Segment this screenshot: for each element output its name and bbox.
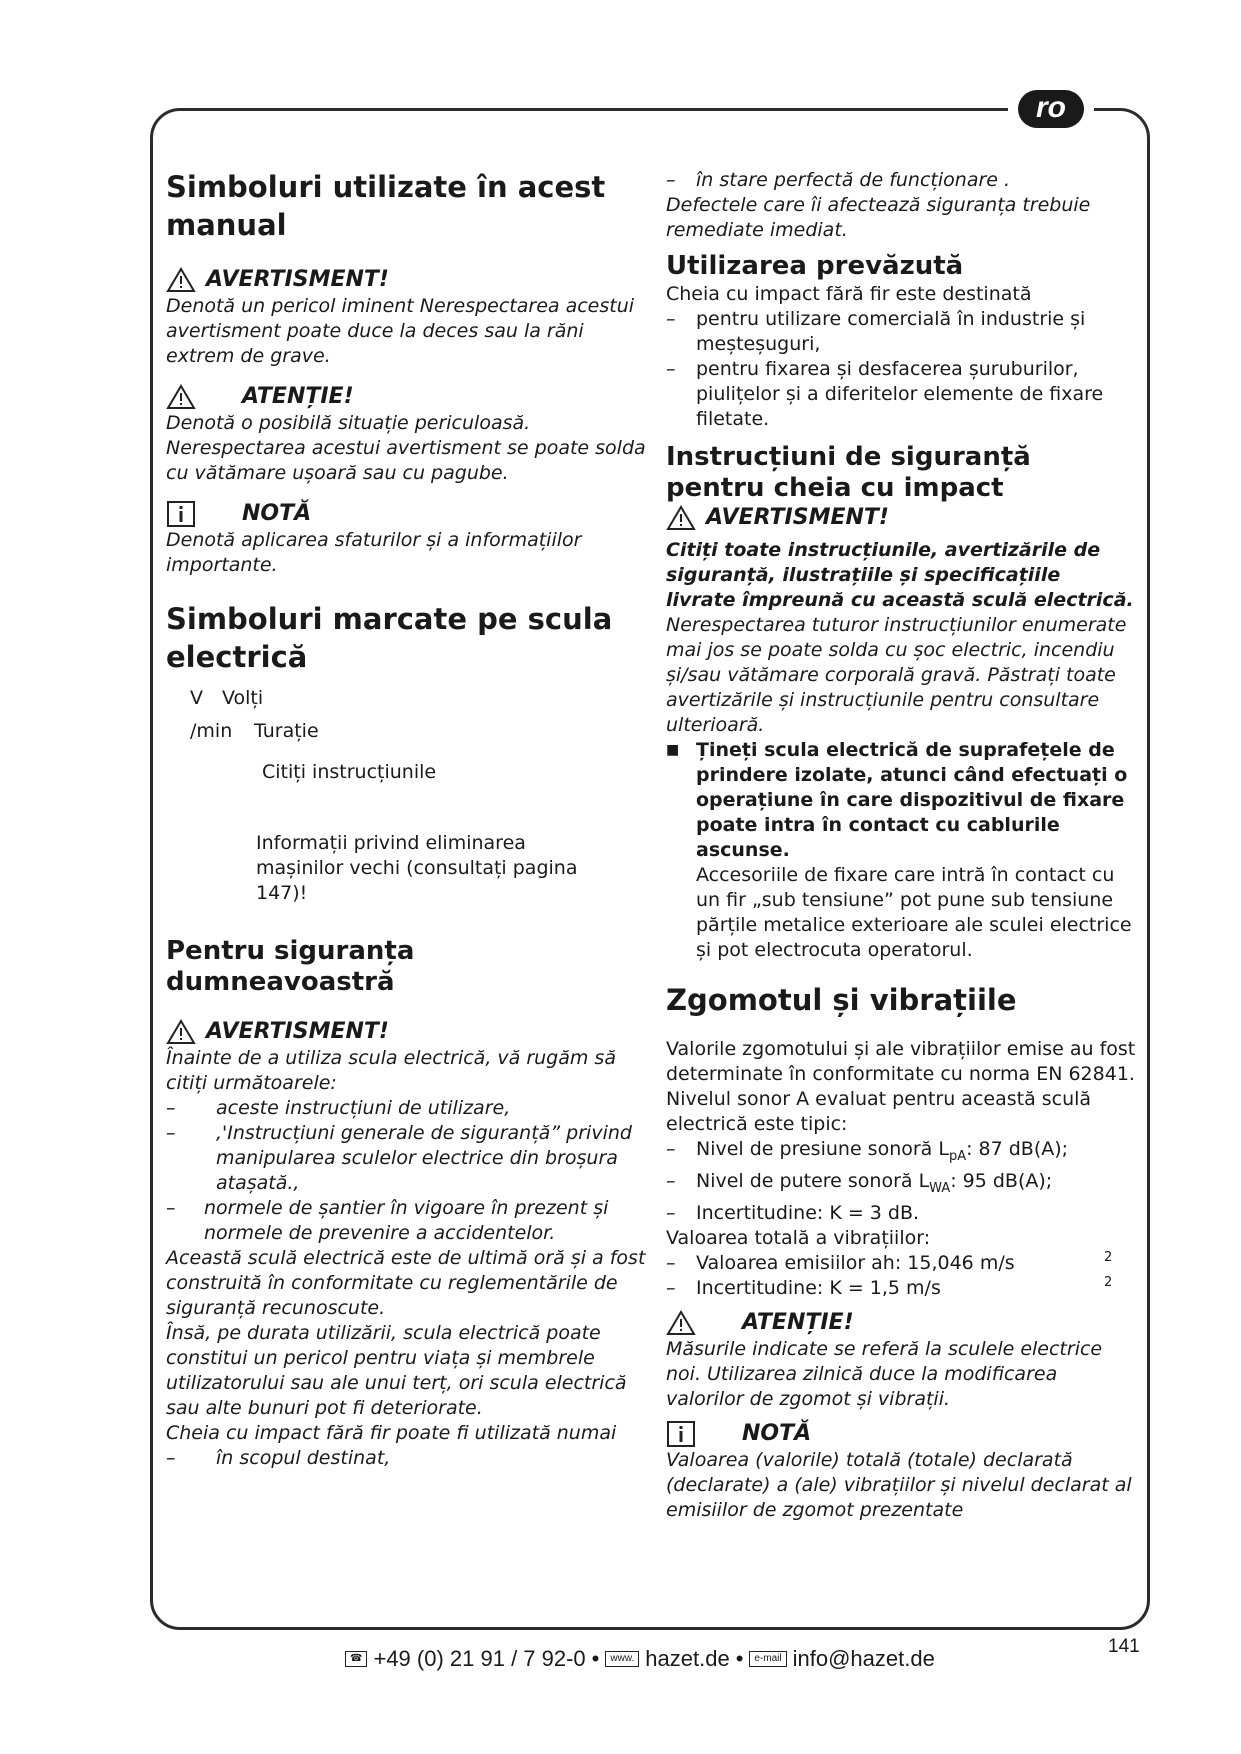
safety-item: – aceste instrucțiuni de utilizare, [166,1097,511,1119]
warning-text: Denotă un pericol iminent Nerespectarea acestui avertisment poate duce la deces sau la răni extrem de grave. [166,295,635,367]
instr-text: Nerespectarea tuturor instrucțiunilor enumerate mai jos se poate solda cu șoc electric, incendiu și/sau vătămare corporală gravă. Păstrați toate avertizările și instrucțiunile pentru consultare ulterioară. [666,614,1127,736]
continued-item: – în stare perfectă de funcționare . [666,169,1011,191]
noise-intro: Valorile zgomotului și ale vibrațiilor emise au fost determinate în conformitate cu norma EN 62841. Nivelul sonor A evaluat pentru această sculă electrică este tipic: [666,1038,1136,1135]
symbol-rpm-row [190,719,646,744]
warning-header [166,266,646,294]
note-text: Denotă aplicarea sfaturilor și a informațiilor importante. [166,529,582,576]
info-icon [166,500,196,528]
noise-caution-header [666,1309,1136,1337]
warning-triangle-icon [166,267,196,293]
language-badge: ro [1018,90,1084,128]
phone-icon: ☎ [345,1651,367,1667]
symbol-read-text: Citiți instrucțiunile [262,761,437,783]
caution-text: Denotă o posibilă situație periculoasă. Nerespectarea acestui avertisment se poate solda cu vătămare ușoară sau cu pagube. [166,412,646,484]
safety-item-last: – în scopul destinat, [166,1447,391,1469]
safety-warning-label: AVERTISMENT! [206,1019,389,1044]
heading-noise-vibration: Zgomotul și vibrațiile [666,983,1017,1017]
symbol-rpm: /min [190,720,233,742]
heading-safety-instructions: Instrucțiuni de siguranță pentru cheia cu impact [666,442,1031,503]
caution-triangle-icon [666,1310,696,1336]
footer-contact [345,1646,935,1672]
vibration-intro: Valoarea totală a vibrațiilor: [666,1226,931,1249]
symbol-disposal-text: Informații privind eliminarea mașinilor vechi (consultați pagina 147)! [256,832,578,904]
noise-item: – Nivel de putere sonoră $L_{WA}$: 95 dB(A); [666,1169,1053,1196]
safety-paragraph-1: Această sculă electrică este de ultimă oră și a fost construită în conformitate cu reglementările de siguranță recunoscute. [166,1247,646,1319]
footer-email[interactable]: info@hazet.de [792,1646,935,1671]
instr-bullet: ■ Țineți scula electrică de suprafețele de prindere izolate, atunci când efectuați o operațiune în care dispozitivul de fixare poate intra în contact cu cablurile ascunse. [666,739,1128,861]
safety-item: – normele de șantier în vigoare în prezent și normele de prevenire a accidentelor. [166,1197,609,1244]
warning-label: AVERTISMENT! [206,267,389,292]
vibration-item: – Incertitudine: K = 1,5 m/s 2 [666,1274,1113,1299]
instr-bullet-text: Accesoriile de fixare care intră în contact cu un fir „sub tensiune” pot pune sub tensiune părțile metalice exterioare ale sculei electrice și pot electrocuta operatorul. [696,864,1132,961]
caution-label: ATENȚIE! [242,384,354,409]
right-column [666,168,1136,1523]
heading-symbols-manual: Simboluri utilizate în acest manual [166,170,606,242]
heading-your-safety: Pentru siguranța dumneavoastră [166,936,415,997]
noise-note-text: Valoarea (valorile) totală (totale) declarată (declarate) a (ale) vibrațiilor și nivelul declarat al emisiilor de zgomot prezentate [666,1448,1132,1521]
symbol-read-row [262,760,646,785]
noise-item: – Nivel de presiune sonoră $L_{pA}$: 87 dB(A); [666,1138,1069,1164]
vibration-item: – Valoarea emisiilor ah: 15,046 m/s 2 [666,1249,1113,1274]
intended-use-item: – pentru fixarea și desfacerea șuruburilor, piulițelor și a diferitelor elemente de fixare filetate. [666,358,1104,430]
footer-separator: • [591,1646,600,1671]
instr-bold-text: Citiți toate instrucțiunile, avertizările de siguranță, ilustrațiile și specificațiile livrate împreună cu această sculă electrică. [666,539,1134,611]
safety-intro: Înainte de a utiliza scula electrică, vă rugăm să citiți următoarele: [166,1047,616,1094]
noise-caution-text: Măsurile indicate se referă la sculele electrice noi. Utilizarea zilnică duce la modificarea valorilor de zgomot și vibrații. [666,1337,1103,1410]
noise-note-header [666,1420,1136,1448]
symbol-volts-text: Volți [222,687,264,709]
intended-use-item: – pentru utilizare comercială în industrie și meșteșuguri, [666,308,1086,355]
caution-triangle-icon [166,384,196,410]
www-icon: www. [605,1651,639,1667]
noise-caution-label: ATENȚIE! [742,1309,854,1335]
safety-paragraph-3: Cheia cu impact fără fir poate fi utilizată numai [166,1422,617,1444]
square-bullet-icon: ■ [666,742,680,758]
heading-intended-use: Utilizarea prevăzută [666,251,964,281]
safety-warning-header [166,1018,646,1046]
continued-text: Defectele care îi afectează siguranța trebuie remediate imediat. [666,194,1091,241]
note-header [166,500,646,528]
caution-header [166,383,646,411]
symbol-disposal-row [256,831,596,906]
footer-web[interactable]: hazet.de [645,1646,730,1671]
intended-use-intro: Cheia cu impact fără fir este destinată [666,283,1032,305]
page-number: 141 [1108,1636,1140,1657]
email-icon: e-mail [749,1651,786,1667]
noise-note-label: NOTĂ [742,1420,812,1446]
heading-symbols-tool: Simboluri marcate pe scula electrică [166,602,613,674]
safety-paragraph-2: Însă, pe durata utilizării, scula electrică poate constitui un pericol pentru viața și membrele utilizatorului sau ale unui terț, ori scula electrică sau alte bunuri pot fi deteriorate. [166,1322,627,1419]
symbol-volts: V [190,687,203,709]
safety-item: – ‚'Instrucțiuni generale de siguranță” privind manipularea sculelor electrice din broșura atașată., [166,1122,632,1194]
warning-triangle-icon [166,1019,196,1045]
symbol-volts-row [190,686,646,711]
footer-phone: +49 (0) 21 91 / 7 92-0 [373,1646,586,1671]
footer-separator: • [735,1646,744,1671]
instr-warning-label: AVERTISMENT! [706,505,889,530]
left-column [166,168,646,1471]
instr-warning-header [666,504,1136,532]
info-icon [666,1420,696,1448]
warning-triangle-icon [666,505,696,531]
symbol-rpm-text: Turație [254,720,319,742]
noise-item: – Incertitudine: K = 3 dB. [666,1201,920,1224]
note-label: NOTĂ [242,501,312,526]
